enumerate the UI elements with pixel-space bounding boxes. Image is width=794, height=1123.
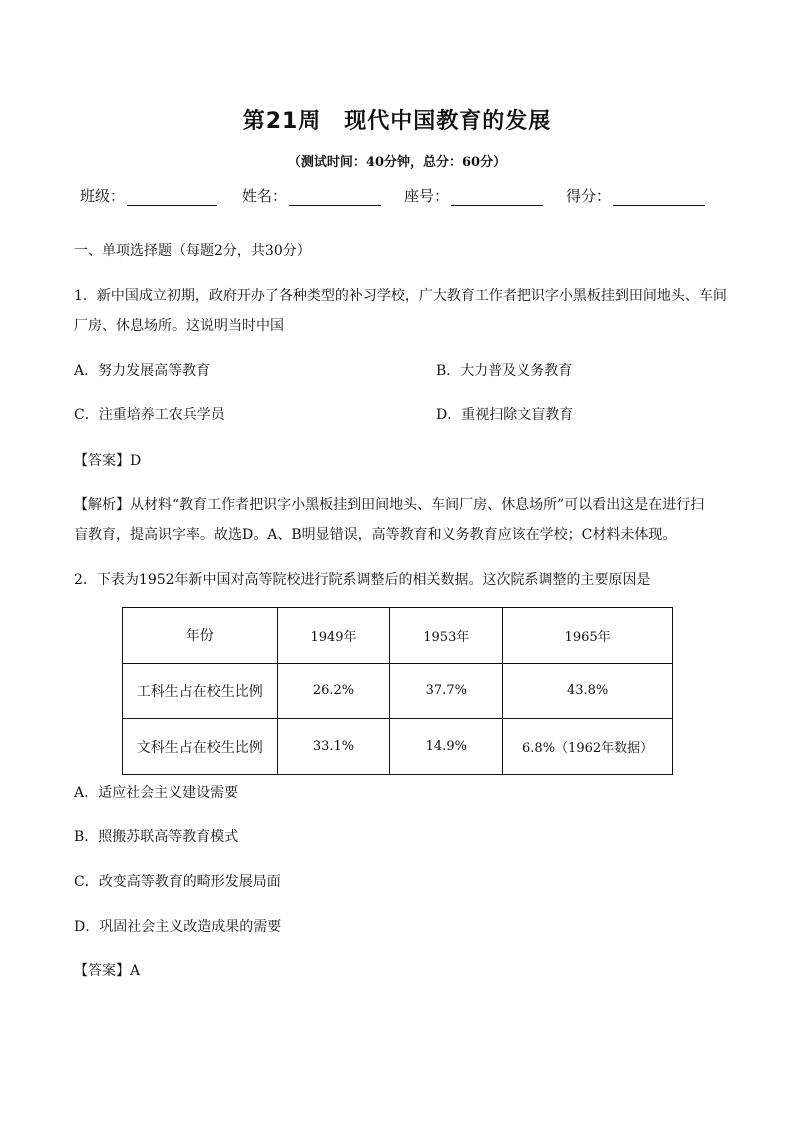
table-row [123, 719, 673, 775]
seat-label: 座号： [404, 187, 450, 205]
q1-option-d[interactable]: D．重视扫除文盲教育 [436, 407, 574, 423]
table-cell: 文科生占在校生比例 [123, 719, 278, 775]
score-label: 得分： [566, 187, 612, 205]
score-field [566, 185, 705, 206]
table-cell: 26.2% [277, 663, 390, 719]
table-cell: 14.9% [390, 719, 503, 775]
class-field [80, 185, 217, 206]
q1-answer: 【答案】D [74, 453, 142, 469]
q1-analysis-line1: 【解析】从材料“教育工作者把识字小黑板挂到田间地头、车间厂房、休息场所”可以看出这是在进行扫 [74, 497, 705, 513]
q2-answer: 【答案】A [74, 963, 141, 979]
seat-field [404, 185, 543, 206]
score-blank[interactable] [613, 187, 705, 206]
page-title: 第21周 现代中国教育的发展 [242, 109, 552, 134]
q2-stem: 2．下表为1952年新中国对高等院校进行院系调整后的相关数据。这次院系调整的主要原因是 [74, 572, 651, 588]
q1-analysis-line2: 盲教育，提高识字率。故选D。A、B明显错误，高等教育和义务教育应该在学校；C材料未体现。 [74, 527, 677, 543]
table-row [123, 663, 673, 719]
table-cell: 43.8% [503, 663, 673, 719]
table-cell: 37.7% [390, 663, 503, 719]
table-header-cell: 1953年 [390, 608, 503, 664]
table-header-cell: 1949年 [277, 608, 390, 664]
q2-option-c[interactable]: C．改变高等教育的畸形发展局面 [74, 874, 281, 890]
table-cell: 6.8%（1962年数据） [503, 719, 673, 775]
table-header-row [123, 608, 673, 664]
q1-option-b[interactable]: B．大力普及义务教育 [436, 363, 573, 379]
class-blank[interactable] [127, 187, 217, 206]
q1-stem-line1: 1．新中国成立初期，政府开办了各种类型的补习学校，广大教育工作者把识字小黑板挂到田间地头、车间 [74, 288, 727, 304]
q2-data-table [122, 607, 673, 775]
q2-option-b[interactable]: B．照搬苏联高等教育模式 [74, 829, 239, 845]
table-cell: 工科生占在校生比例 [123, 663, 278, 719]
q1-stem-line2: 厂房、休息场所。这说明当时中国 [74, 318, 284, 334]
page-subtitle: （测试时间：40分钟，总分：60分） [287, 155, 507, 170]
name-blank[interactable] [289, 187, 381, 206]
table-header-cell: 1965年 [503, 608, 673, 664]
q2-option-d[interactable]: D．巩固社会主义改造成果的需要 [74, 919, 282, 935]
q1-option-a[interactable]: A．努力发展高等教育 [74, 363, 211, 379]
q1-option-c[interactable]: C．注重培养工农兵学员 [74, 407, 225, 423]
table-cell: 33.1% [277, 719, 390, 775]
q2-option-a[interactable]: A．适应社会主义建设需要 [74, 785, 239, 801]
name-label: 姓名： [242, 187, 288, 205]
seat-blank[interactable] [451, 187, 543, 206]
section-title: 一、单项选择题（每题2分，共30分） [74, 243, 311, 259]
table-header-cell: 年份 [123, 608, 278, 664]
name-field [242, 185, 381, 206]
class-label: 班级： [80, 187, 126, 205]
